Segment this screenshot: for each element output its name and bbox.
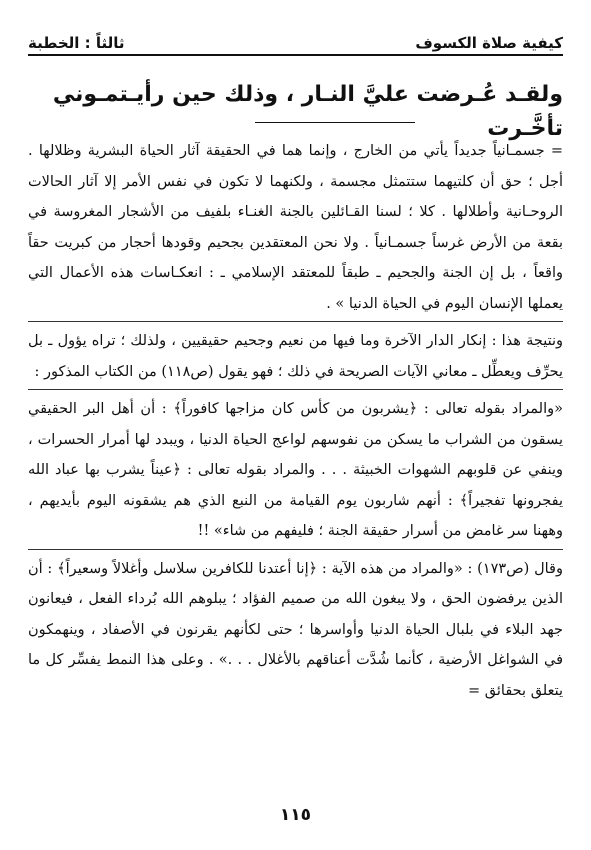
body-text xyxy=(28,136,563,706)
paragraph-2: ونتيجة هذا : إنكار الدار الآخرة وما فيها من نعيم وجحيم حقيقيين ، ولذلك ؛ تراه يؤول ـ بل يحرِّف ويعطِّل ـ معاني الآيات الصريحة في ذلك ؛ فهو يقول (ص١١٨) من الكتاب المذكور : xyxy=(28,333,563,380)
header-section-title: ثالثاً : الخطبة xyxy=(28,34,125,52)
header-rule xyxy=(28,54,563,56)
paragraph-1: = جسمـانياً جديداً يأتي من الخارج ، وإنما هما في الحقيقة آثار الحياة البشرية وظلالها . أجل ؛ حق أن كلتيهما ستتمثل مجسمة ، ولكنهما لا تكون في نفس الأمر إلا آثار الحالات الروحـانية وأطلالها . كلا ؛ لسنا القـائلين بالجنة الغنـاء بلفيف من الأشجار المغروسة في بقعة من الأرض غرساً جسمـانياً . ولا نحن المعتقدين بجحيم وقودها أحجار من كبريت حقاً واقعاً ، بل إن الجنة والجحيم ـ طبقاً للمعتقد الإسلامي ـ : انعكـاسات هذه الأعمال التي يعملها الإنسان اليوم في الحياة الدنيا » . xyxy=(28,143,563,312)
chapter-title: ولقـد عُـرضت عليَّ النـار ، وذلك حين رأيـتمـوني تأخَّـرت xyxy=(52,82,563,141)
paragraph-divider xyxy=(28,321,563,322)
paragraph-3: «والمراد بقوله تعالى : ﴿يشربون من كأس كان مزاجها كافوراً﴾ : أن أهل البر الحقيقي يسقون من الشراب ما يسكن من نفوسهم لواعج الحياة الدنيا ، ويبدد لها أمرار الحسرات ، وينفي عن قلوبهم الشهوات الخبيثة . . . والمراد بقوله تعالى : ﴿عيناً يشرب بها عباد الله يفجرونها تفجيراً﴾ : أنهم شاربون يوم القيامة من النبع الذي هم يشقونه اليوم بأيديهم ، وههنا سر غامض من أسرار حقيقة الجنة ؛ فليفهم من شاء» !! xyxy=(28,401,563,539)
header-book-title: كيفية صلاة الكسوف xyxy=(415,34,563,52)
page-number: ١١٥ xyxy=(279,805,312,825)
paragraph-4: وقال (ص١٧٣) : «والمراد من هذه الآية : ﴿إنا أعتدنا للكافرين سلاسل وأغلالاً وسعيراً﴾ : أن الذين يرفضون الحق ، ولا يبغون الله من صميم الفؤاد ؛ يبلوهم الله بُرداء الفعل ، فيعانون جهد البلاء في بلبال الحياة الدنيا وأواسرها ؛ حتى لكأنهم يقرنون في الأصفاد ، وينهمكون في الشواغل الأرضية ، كأنما شُدَّت أعناقهم بالأغلال . . .» . وعلى هذا النمط يفسِّر كل ما يتعلق بحقائق = xyxy=(28,560,563,699)
paragraph-divider xyxy=(28,549,563,550)
running-header xyxy=(28,22,563,52)
title-underline xyxy=(255,122,415,123)
paragraph-divider xyxy=(28,389,563,390)
